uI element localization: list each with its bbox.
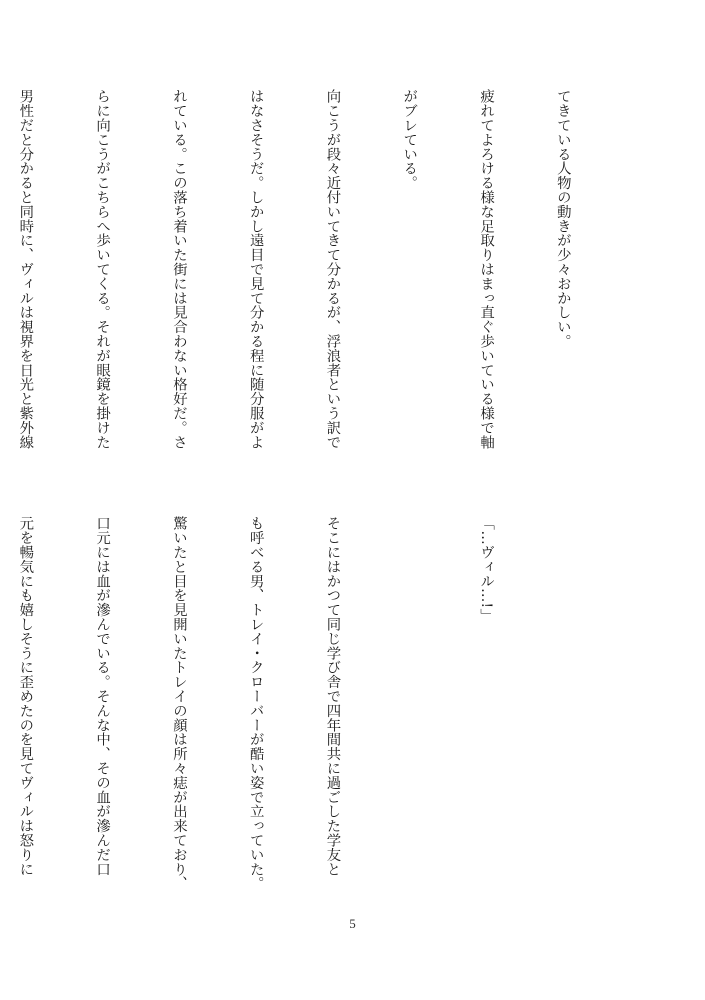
blank-line xyxy=(396,516,422,916)
blank-line xyxy=(549,516,575,916)
text-line: 元を暢気にも嬉しそうに歪めたのを見てヴィルは怒りに xyxy=(17,516,34,876)
text-line: がブレている。 xyxy=(401,89,418,190)
text-line: そこにはかつて同じ学び舎で四年間共に過ごした学友と xyxy=(324,516,341,876)
text-line: 驚いたと目を見開いたトレイの顔は所々痣が出来ており、 xyxy=(170,516,187,891)
text-line: らに向こうがこちらへ歩いてくる。それが眼鏡を掛けた xyxy=(94,89,111,449)
text-line: も呼べる男、トレイ・クローバーが酷い姿で立っていた。 xyxy=(247,516,264,891)
lower-text-block xyxy=(0,516,626,916)
text-line: 疲れてよろける様な足取りはまっ直ぐ歩いている様で軸 xyxy=(478,89,495,449)
text-line: てきている人物の動きが少々おかしい。 xyxy=(554,89,571,349)
text-line: れている。この落ち着いた街には見合わない格好だ。さ xyxy=(170,89,187,449)
dialogue-line: 「…ヴィル…!」 xyxy=(478,516,495,623)
page-number: 5 xyxy=(349,916,356,931)
text-line: 向こうが段々近付いてきて分かるが、浮浪者という訳で xyxy=(324,89,341,449)
text-line: はなさそうだ。しかし遠目で見て分かる程に随分服がよ xyxy=(247,89,264,449)
upper-text-block xyxy=(0,89,626,489)
text-line: 男性だと分かると同時に、ヴィルは視界を日光と紫外線 xyxy=(17,89,34,449)
text-line: 口元には血が滲んでいる。そんな中、その血が滲んだ口 xyxy=(94,516,111,876)
